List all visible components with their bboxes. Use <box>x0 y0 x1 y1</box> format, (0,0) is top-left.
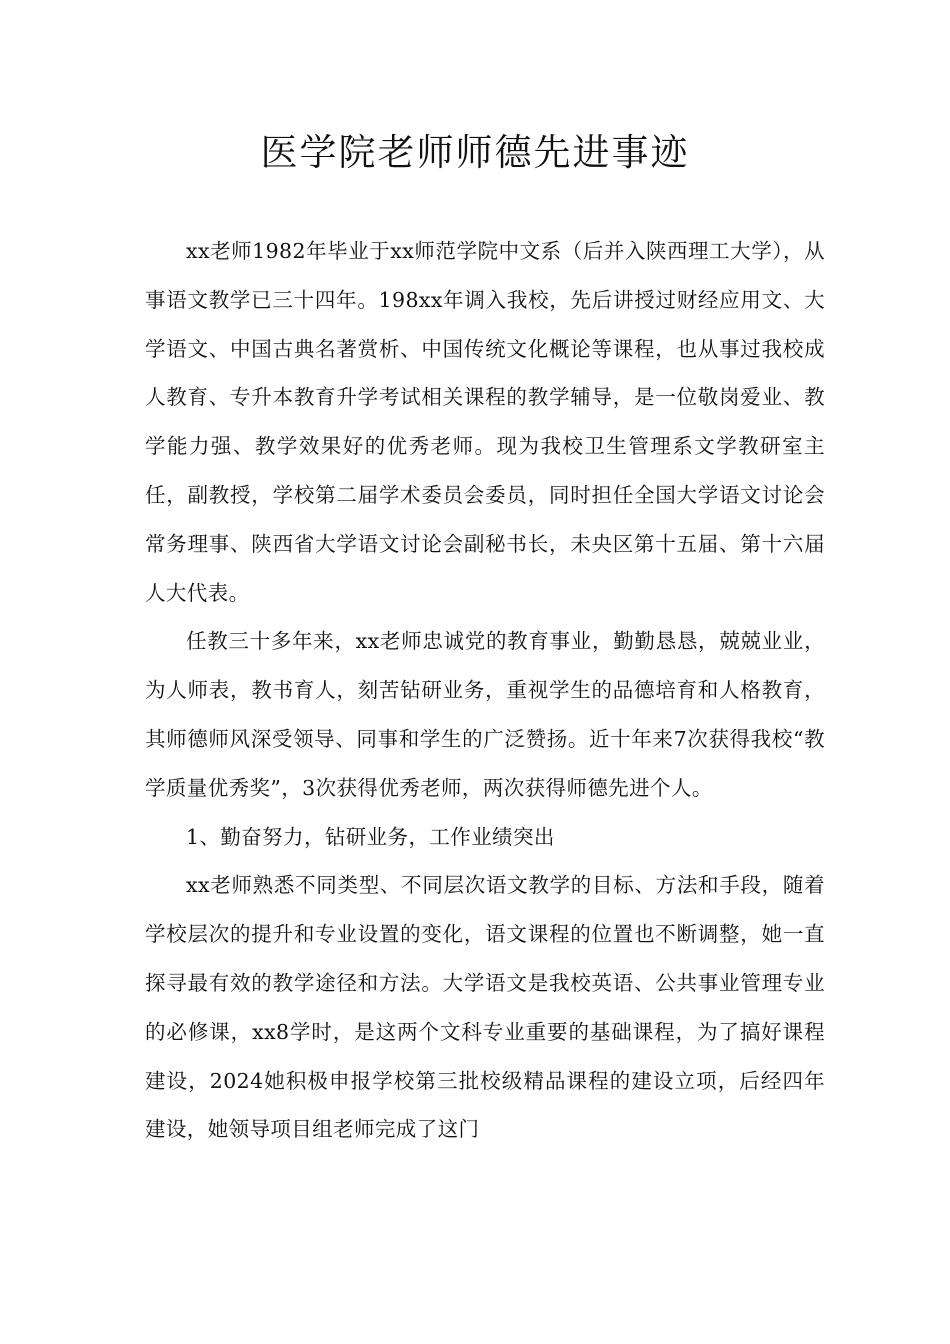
paragraph-teaching-years: 任教三十多年来，xx老师忠诚党的教育事业，勤勤恳恳，兢兢业业，为人师表，教书育人，刻苦钻研业务，重视学生的品德培育和人格教育，其师德师风深受领导、同事和学生的广泛赞扬。近十年来7次获得我校“教学质量优秀奖”，3次获得优秀老师，两次获得师德先进个人。 <box>145 629 825 800</box>
paragraph-course-building: xx老师熟悉不同类型、不同层次语文教学的目标、方法和手段，随着学校层次的提升和专业设置的变化，语文课程的位置也不断调整，她一直探寻最有效的教学途径和方法。大学语文是我校英语、公共事业管理专业的必修课，xx8学时，是这两个文科专业重要的基础课程，为了搞好课程建设，2024她积极申报学校第三批校级精品课程的建设立项，后经四年建设，她领导项目组老师完成了这门 <box>145 873 825 1142</box>
document-body <box>145 227 825 1154</box>
section-heading-1: 1、勤奋努力，钻研业务，工作业绩突出 <box>186 824 555 849</box>
paragraph-intro: xx老师1982年毕业于xx师范学院中文系（后并入陕西理工大学），从事语文教学已三十四年。198xx年调入我校，先后讲授过财经应用文、大学语文、中国古典名著赏析、中国传统文化概论等课程，也从事过我校成人教育、专升本教育升学考试相关课程的教学辅导，是一位敬岗爱业、教学能力强、教学效果好的优秀老师。现为我校卫生管理系文学教研室主任，副教授，学校第二届学术委员会委员，同时担任全国大学语文讨论会常务理事、陕西省大学语文讨论会副秘书长，未央区第十五届、第十六届人大代表。 <box>145 239 825 605</box>
document-title: 医学院老师师德先进事迹 <box>260 131 690 174</box>
